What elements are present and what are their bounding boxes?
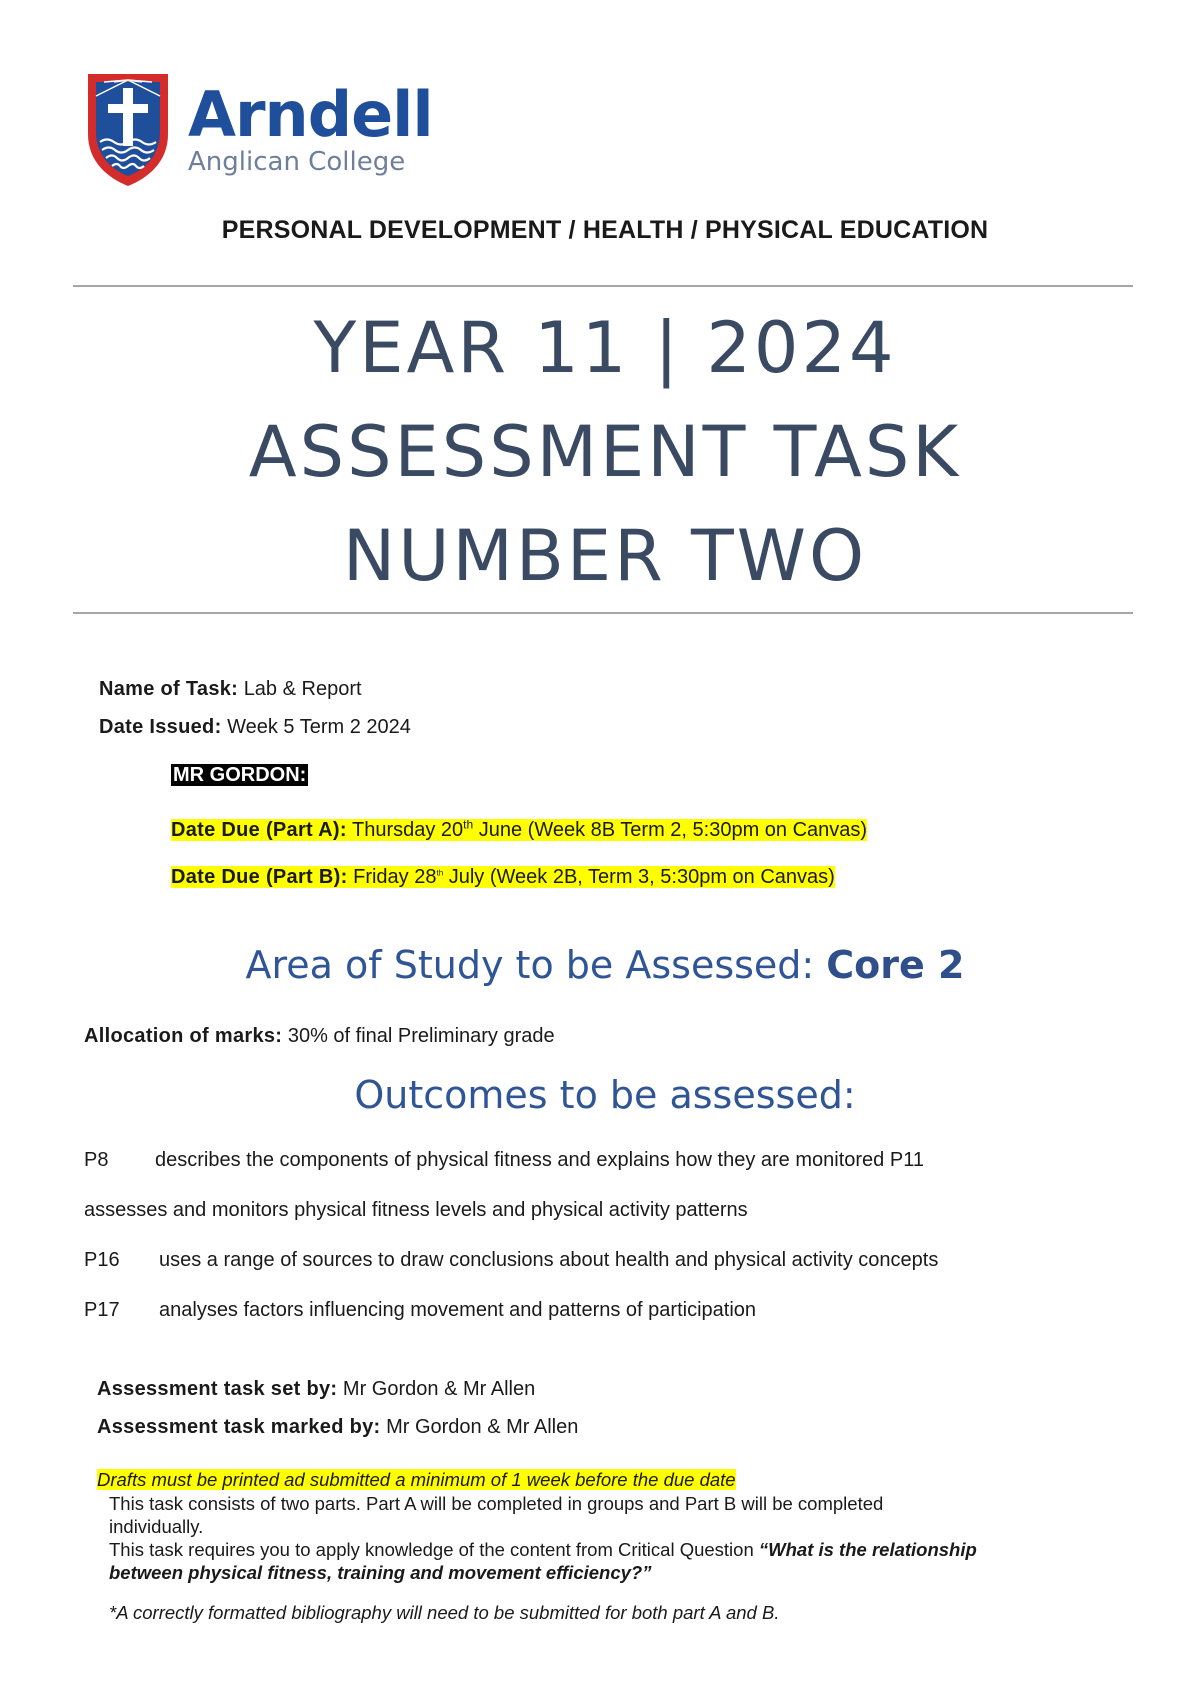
top-divider [73,285,1133,287]
title-line-2: ASSESSMENT TASK [248,411,962,493]
due-part-a-date: Thursday 20 [352,818,464,841]
set-by-row [97,1377,535,1401]
subject-heading: PERSONAL DEVELOPMENT / HEALTH / PHYSICAL EDUCATION [221,216,989,244]
outcome-p16 [84,1248,938,1272]
outcome-p16-code: P16 [84,1249,120,1271]
allocation-label: Allocation of marks: [84,1025,283,1047]
bibliography-note-text: *A correctly formatted bibliography will need to be submitted for both part A and B. [109,1602,780,1623]
task-name-row [99,677,362,701]
task-description [109,1492,1109,1584]
outcome-p11-text: assesses and monitors physical fitness levels and physical activity patterns [84,1199,748,1221]
outcome-p16-text: uses a range of sources to draw conclusions about health and physical activity concepts [159,1249,939,1271]
college-crest-icon [84,70,172,188]
set-by-label: Assessment task set by: [97,1378,338,1400]
college-subtitle: Anglican College [188,147,406,177]
outcomes-heading: Outcomes to be assessed: [354,1073,856,1117]
outcome-p8 [84,1148,924,1172]
teacher-row [171,763,308,787]
due-part-a-row [171,812,867,842]
due-part-a-label: Date Due (Part A): [171,818,347,841]
outcome-p17-text: analyses factors influencing movement and patterns of participation [159,1299,757,1321]
drafts-note [97,1468,736,1491]
college-logo [84,70,433,190]
area-of-study-text: Area of Study to be Assessed: [245,943,827,987]
critical-question-part-2: between physical fitness, training and movement efficiency?” [109,1562,652,1583]
marked-by-row [97,1415,578,1439]
critical-question-part-1: “What is the relationship [758,1539,977,1560]
due-part-a-highlight [171,819,867,841]
outcome-p17 [84,1298,756,1322]
bibliography-note [109,1601,779,1624]
task-name-label: Name of Task: [99,678,239,700]
outcome-p8-text: describes the components of physical fitness and explains how they are monitored P11 [155,1149,924,1171]
task-name-value: Lab & Report [243,678,362,700]
due-part-a-details: June (Week 8B Term 2, 5:30pm on Canvas) [473,818,868,841]
bottom-divider [73,612,1133,614]
parts-line-2: individually. [109,1516,204,1537]
due-part-b-row [171,861,835,889]
critical-question-line [109,1538,1109,1561]
marked-by-value: Mr Gordon & Mr Allen [386,1416,579,1438]
college-wordmark [188,78,433,177]
drafts-note-text: Drafts must be printed ad submitted a minimum of 1 week before the due date [97,1469,736,1490]
college-name: Arndell [188,78,433,151]
outcome-p11 [84,1198,748,1222]
title-line-3: NUMBER TWO [342,515,868,597]
date-issued-row [99,715,411,739]
due-part-b-label: Date Due (Part B): [171,865,348,888]
title-line-1: YEAR 11 | 2024 [313,307,897,389]
date-issued-value: Week 5 Term 2 2024 [227,716,411,738]
set-by-value: Mr Gordon & Mr Allen [342,1378,536,1400]
area-of-study-heading [0,942,1200,988]
due-part-b-highlight [171,866,835,888]
critical-question-intro: This task requires you to apply knowledge of the content from Critical Question [109,1539,759,1560]
due-part-b-sup: th [436,868,444,877]
teacher-label: MR GORDON: [173,764,307,786]
allocation-row [84,1024,555,1048]
outcome-p8-code: P8 [84,1149,109,1171]
outcome-p17-code: P17 [84,1299,120,1321]
due-part-a-sup: th [463,817,474,831]
parts-line-1: This task consists of two parts. Part A will be completed in groups and Part B will be completed [109,1493,884,1514]
due-part-b-date: Friday 28 [353,865,437,888]
area-of-study-core: Core 2 [826,943,965,987]
marked-by-label: Assessment task marked by: [97,1416,381,1438]
due-part-b-details: July (Week 2B, Term 3, 5:30pm on Canvas) [443,865,835,888]
allocation-value: 30% of final Preliminary grade [287,1025,555,1047]
date-issued-label: Date Issued: [99,716,222,738]
